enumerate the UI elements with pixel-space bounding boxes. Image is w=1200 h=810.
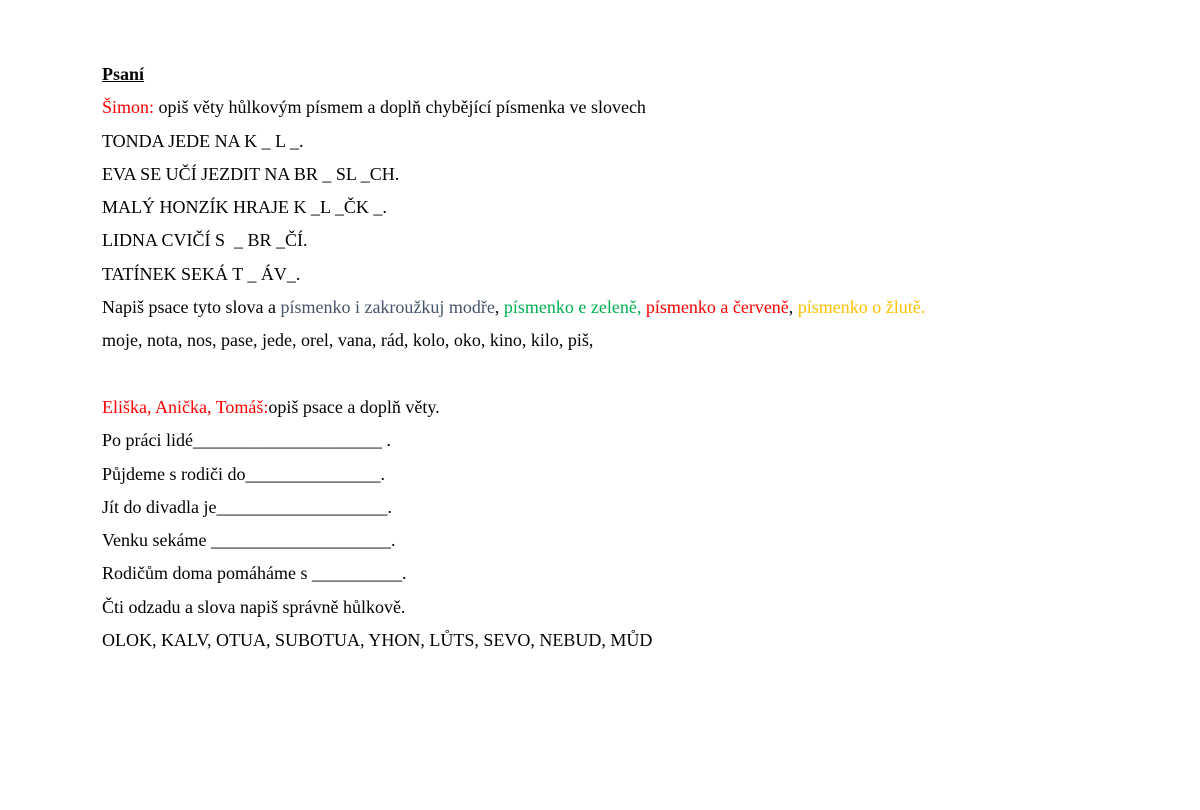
fill-sentence-line: Rodičům doma pomáháme s __________. <box>102 563 407 584</box>
sentence-line: MALÝ HONZÍK HRAJE K _L _ČK _. <box>102 197 387 218</box>
document-page <box>102 58 1162 657</box>
sentence-line: TONDA JEDE NA K _ L _. <box>102 130 304 151</box>
empty-paragraph <box>102 358 1162 391</box>
fill-sentence-line: Venku sekáme ____________________. <box>102 530 396 551</box>
color-task-i-blue: písmenko i zakroužkuj modře <box>280 297 495 318</box>
simon-instruction-line <box>102 91 1162 124</box>
color-task-sep: , <box>494 297 504 318</box>
reverse-word-list: OLOK, KALV, OTUA, SUBOTUA, YHON, LŮTS, SEVO, NEBUD, MŮD <box>102 630 653 651</box>
sentence-line: EVA SE UČÍ JEZDIT NA BR _ SL _CH. <box>102 163 400 184</box>
sentence-line: LIDNA CVIČÍ S _ BR _ČÍ. <box>102 230 308 251</box>
color-task-prefix: Napiš psace tyto slova a <box>102 297 281 318</box>
group-instruction: opiš psace a doplň věty. <box>268 396 440 417</box>
word-list: moje, nota, nos, pase, jede, orel, vana, rád, kolo, oko, kino, kilo, piš, <box>102 330 594 351</box>
color-task-o-yellow: písmenko o žlutě. <box>797 297 926 318</box>
fill-sentence-line: Půjdeme s rodiči do_______________. <box>102 463 385 484</box>
student-name-simon: Šimon: <box>102 97 155 118</box>
color-task-line <box>102 291 1162 324</box>
student-names-group: Eliška, Anička, Tomáš: <box>102 396 269 417</box>
reverse-instruction: Čti odzadu a slova napiš správně hůlkově. <box>102 596 406 617</box>
color-task-sep: , <box>788 297 798 318</box>
color-task-a-red: písmenko a červeně <box>645 297 789 318</box>
group-instruction-line <box>102 391 1162 424</box>
sentence-line: TATÍNEK SEKÁ T _ ÁV_. <box>102 263 301 284</box>
color-task-e-green: písmenko e zeleně, <box>503 297 642 318</box>
simon-instruction: opiš věty hůlkovým písmem a doplň chybějící písmenka ve slovech <box>154 97 646 118</box>
page-title: Psaní <box>102 64 145 84</box>
fill-sentence-line: Po práci lidé_____________________ . <box>102 430 391 451</box>
fill-sentence-line: Jít do divadla je___________________. <box>102 496 392 517</box>
